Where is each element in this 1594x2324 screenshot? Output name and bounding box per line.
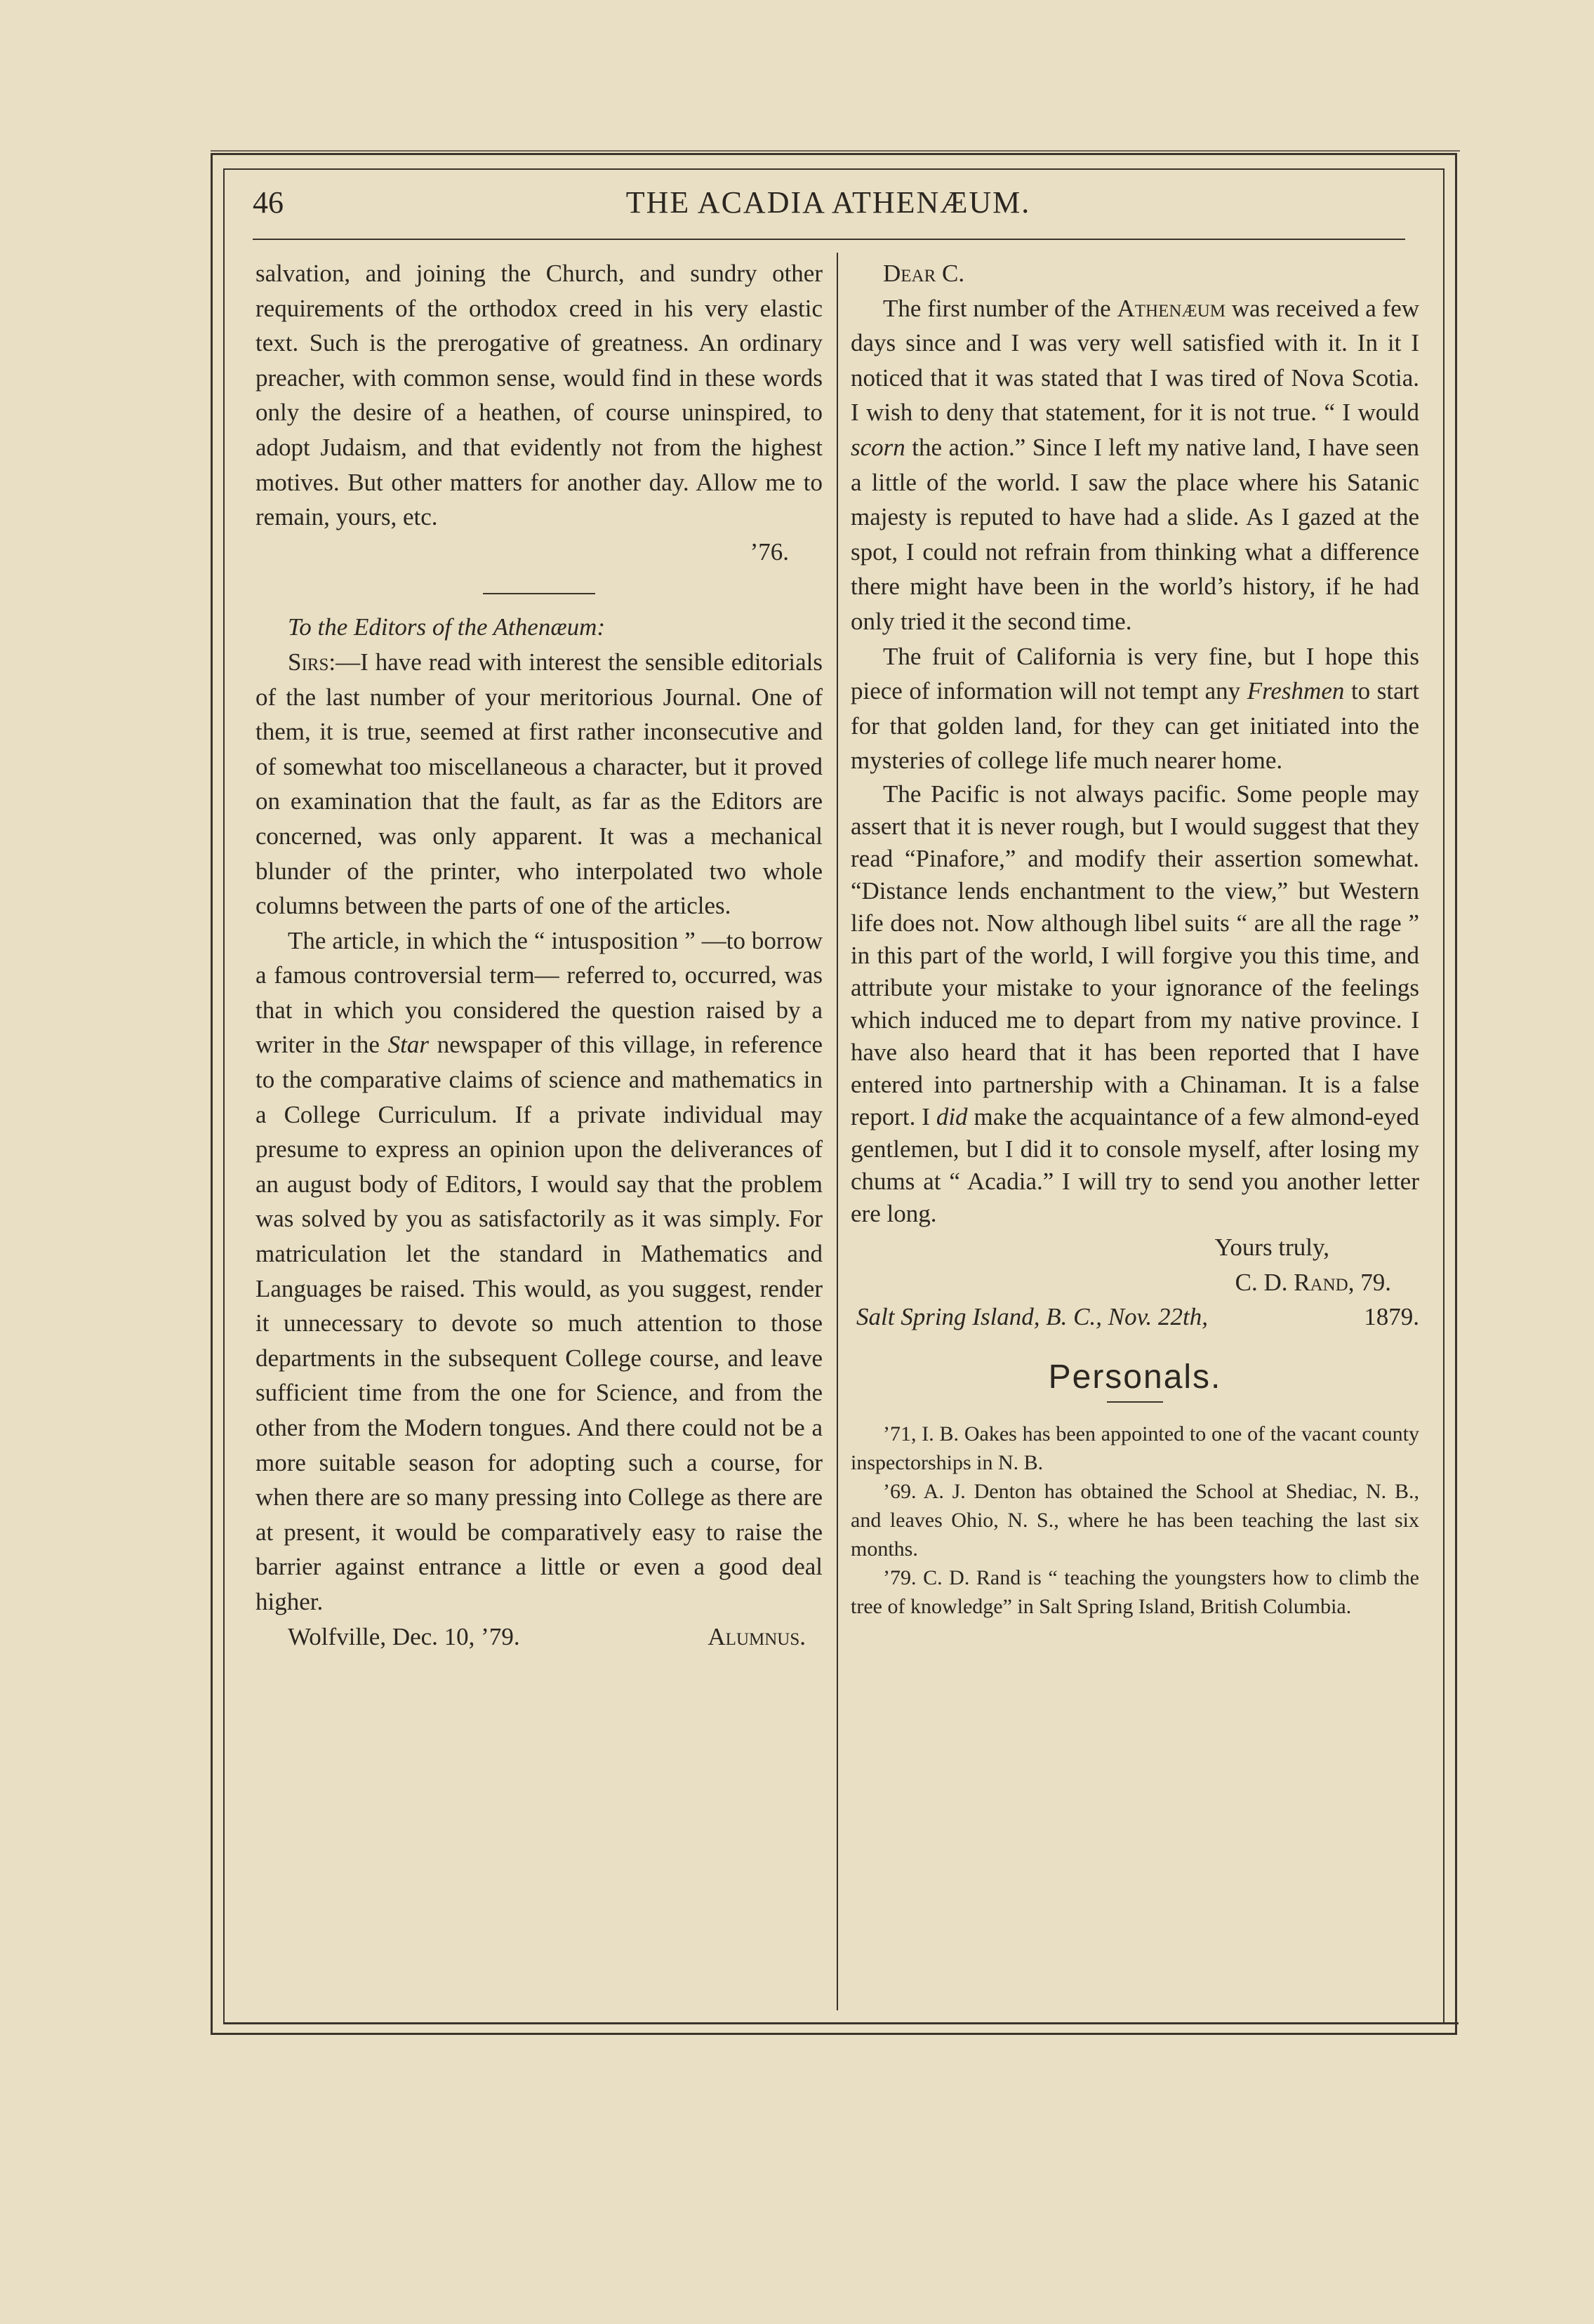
opening-signoff: ’76.	[750, 537, 789, 566]
letter-signature: Alumnus.	[708, 1622, 806, 1650]
rand-signature: C. D. Rand, 79.	[1235, 1268, 1391, 1296]
letter-salutation: To the Editors of the Athenæum:	[288, 613, 606, 641]
sirs-text: :—I have read with interest the sensible editorials of the last number of your meritorious Journal. One of them, it is true, seemed at first rather inconsecutive and of somewhat too miscellaneous a character, but it proved on examination that the fault, as far as the Editors are concerned, was only apparent. It was a mechanical blunder of the printer, who interpolated two whole columns between the parts of one of the articles.	[255, 648, 823, 920]
place-name: Salt Spring Island, B. C., Nov. 22th,	[856, 1303, 1209, 1331]
place-year: 1879.	[1364, 1303, 1419, 1331]
star-newspaper: Star	[387, 1031, 430, 1059]
personals-rule	[1107, 1401, 1163, 1403]
personal-item: ’71, I. B. Oakes has been appointed to one of the vacant county inspectorships in N. B.	[851, 1422, 1419, 1475]
page-header	[253, 179, 1404, 221]
personal-item: ’79. C. D. Rand is “ teaching the youngsters how to climb the tree of knowledge” in Salt Spring Island, British Columbia.	[851, 1566, 1419, 1619]
rand-paragraph-2: The fruit of California is very fine, but I hope this piece of information will not tempt any Freshmen to start for that golden land, for they can get initiated into the mysteries of college life much nearer home.	[851, 642, 1419, 775]
letter-paragraph-1	[255, 645, 823, 923]
opening-paragraph: salvation, and joining the Church, and sundry other requirements of the orthodox creed in his very elastic text. Such is the prerogative of greatness. An ordinary preacher, with common sense, would find in these words only the desire of a heathen, of course uninspired, to adopt Judaism, and that evidently not from the highest motives. But other matters for another day. Allow me to remain, yours, etc.	[255, 260, 823, 531]
page-number: 46	[253, 185, 284, 220]
letter-footer	[255, 1620, 823, 1655]
header-rule	[253, 239, 1405, 240]
top-rule	[211, 150, 1460, 152]
journal-title: THE ACADIA ATHENÆUM.	[625, 185, 1031, 220]
rand-paragraph-1: The first number of the Athenæum was received a few days since and I was very well satisfied with it. In it I noticed that it was stated that I was tired of Nova Scotia. I wish to deny that statement, for it is not true. “ I would scorn the action.” Since I left my native land, I have seen a little of the world. I saw the place where his Satanic majesty is reputed to have had a slide. As I gazed at the spot, I could not refrain from thinking what a difference there might have been in the world’s history, if he had only tried it the second time.	[851, 294, 1420, 635]
column-divider	[837, 253, 838, 2010]
closing-line: Yours truly,	[1214, 1233, 1329, 1261]
letter-salutation-dear: Dear C.	[883, 260, 965, 287]
right-column	[851, 256, 1419, 1621]
personals-heading: Personals.	[1048, 1358, 1222, 1396]
rand-paragraph-3: The Pacific is not always pacific. Some people may assert that it is never rough, but I would suggest that they read “Pinafore,” and modify their assertion somewhat. “Distance lends enchantment to the view,” but Western life does not. Now although libel suits “ are all the rage ” in this part of the world, I will forgive you this time, and attribute your mistake to your ignorance of the feelings which induced me to depart from my native province. I have also heard that it has been reported that I have entered into partnership with a Chinaman. It is a false report. I did make the acquaintance of a few almond-eyed gentlemen, but I did it to console myself, after losing my chums at “ Acadia.” I will try to send you another letter ere long.	[851, 780, 1420, 1227]
left-column	[255, 256, 823, 1654]
place-line	[851, 1300, 1419, 1335]
dateline: Wolfville, Dec. 10, ’79.	[288, 1622, 520, 1650]
sirs-label: Sirs	[288, 648, 329, 676]
opening-signoff-row	[255, 535, 823, 570]
bottom-rule	[223, 2022, 1459, 2024]
letter-paragraph-2: The article, in which the “ intusposition ” —to borrow a famous controversial term— referred to, occurred, was that in which you considered the question raised by a writer in the Star newspaper of this village, in reference to the comparative claims of science and mathematics in a College Curriculum. If a private individual may presume to express an opinion upon the deliverances of an august body of Editors, I would say that the problem was solved by you as satisfactorily as it was simply. For matriculation let the standard in Mathematics and Languages be raised. This would, as you suggest, render it unnecessary to devote so much attention to those departments in the subsequent College course, and leave sufficient time from the one for Science, and from the other from the Modern tongues. And there could not be a more suitable season for adopting such a course, for when there are so many pressing into College as there are at present, it would be comparatively easy to raise the barrier against entrance a little or even a good deal higher.	[255, 926, 823, 1615]
personal-item: ’69. A. J. Denton has obtained the School at Shediac, N. B., and leaves Ohio, N. S., where he has been teaching the last six months.	[851, 1480, 1419, 1561]
